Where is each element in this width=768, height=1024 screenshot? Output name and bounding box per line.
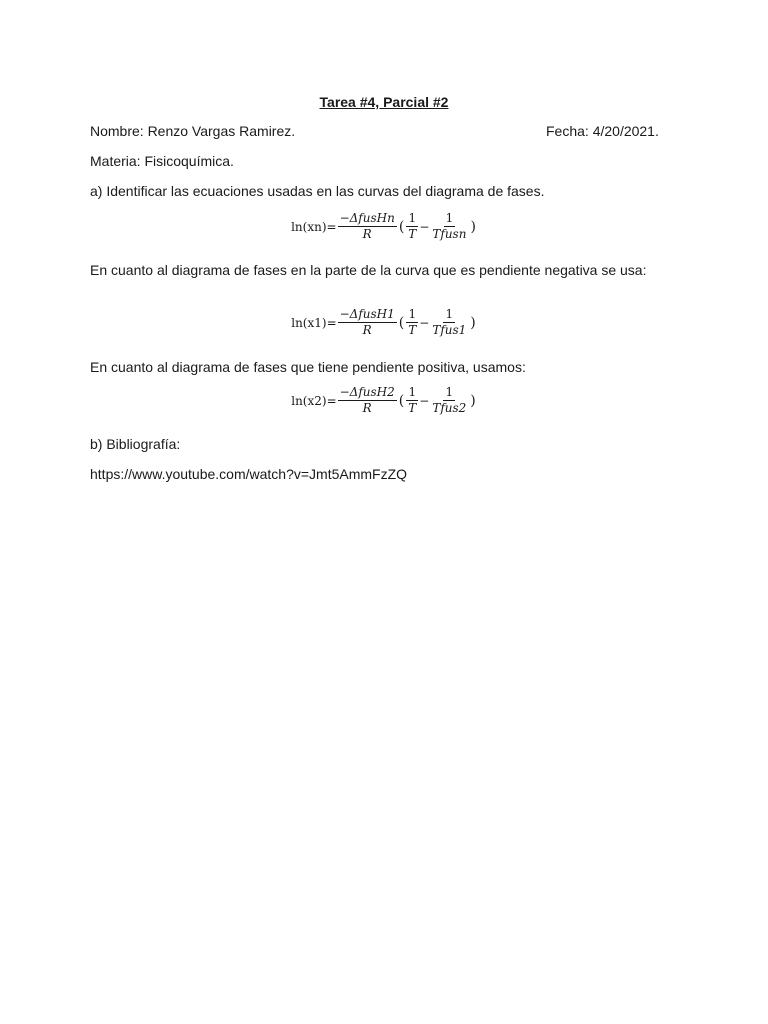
fraction-denominator: T <box>408 227 417 241</box>
document-title: Tarea #4, Parcial #2 <box>319 94 449 110</box>
fraction <box>338 308 397 337</box>
open-paren: ( <box>398 314 405 331</box>
open-paren: ( <box>398 392 405 409</box>
fraction-denominator: T <box>408 323 417 337</box>
fraction-numerator: 1 <box>408 307 417 321</box>
fraction <box>338 212 397 241</box>
fraction-numerator: −ΔfusH1 <box>339 307 395 321</box>
fraction-denominator: Tfus2 <box>432 401 467 415</box>
fraction <box>406 386 418 415</box>
paragraph-negative-slope: En cuanto al diagrama de fases en la parte de la curva que es pendiente negativa se usa: <box>90 262 647 278</box>
fraction-denominator: T <box>408 401 417 415</box>
date-text: Fecha: 4/20/2021. <box>546 123 659 139</box>
equation-general <box>0 212 768 241</box>
minus-sign: − <box>419 393 430 408</box>
subject-text: Materia: Fisicoquímica. <box>90 153 234 169</box>
fraction <box>430 212 468 241</box>
fraction-denominator: R <box>362 227 372 241</box>
fraction <box>406 212 418 241</box>
close-paren: ) <box>470 314 476 331</box>
open-paren: ( <box>398 218 405 235</box>
equation-positive-slope <box>0 386 768 415</box>
fraction-denominator: R <box>362 401 372 415</box>
fraction-denominator: Tfusn <box>432 227 467 241</box>
fraction-numerator: 1 <box>445 385 454 399</box>
fraction-numerator: 1 <box>408 211 417 225</box>
fraction-numerator: −ΔfusH2 <box>339 385 395 399</box>
fraction-numerator: 1 <box>445 211 454 225</box>
fraction <box>406 308 418 337</box>
fraction <box>430 308 468 337</box>
fraction-numerator: 1 <box>408 385 417 399</box>
equation-lhs: ln(x2)= <box>291 393 337 408</box>
fraction-denominator: Tfus1 <box>432 323 467 337</box>
paragraph-positive-slope: En cuanto al diagrama de fases que tiene pendiente positiva, usamos: <box>90 359 526 375</box>
fraction <box>338 386 397 415</box>
close-paren: ) <box>470 392 476 409</box>
close-paren: ) <box>470 218 476 235</box>
fraction <box>430 386 468 415</box>
fraction-denominator: R <box>362 323 372 337</box>
fraction-numerator: −ΔfusHn <box>339 211 395 225</box>
equation-lhs: ln(xn)= <box>291 219 337 234</box>
equation-lhs: ln(x1)= <box>291 315 337 330</box>
bibliography-url: https://www.youtube.com/watch?v=Jmt5AmmFzZQ <box>90 466 408 482</box>
minus-sign: − <box>419 315 430 330</box>
minus-sign: − <box>419 219 430 234</box>
student-name: Nombre: Renzo Vargas Ramirez. <box>90 123 296 139</box>
fraction-numerator: 1 <box>445 307 454 321</box>
section-a-heading: a) Identificar las ecuaciones usadas en las curvas del diagrama de fases. <box>90 183 545 199</box>
equation-negative-slope <box>0 308 768 337</box>
section-b-heading: b) Bibliografía: <box>90 436 181 452</box>
